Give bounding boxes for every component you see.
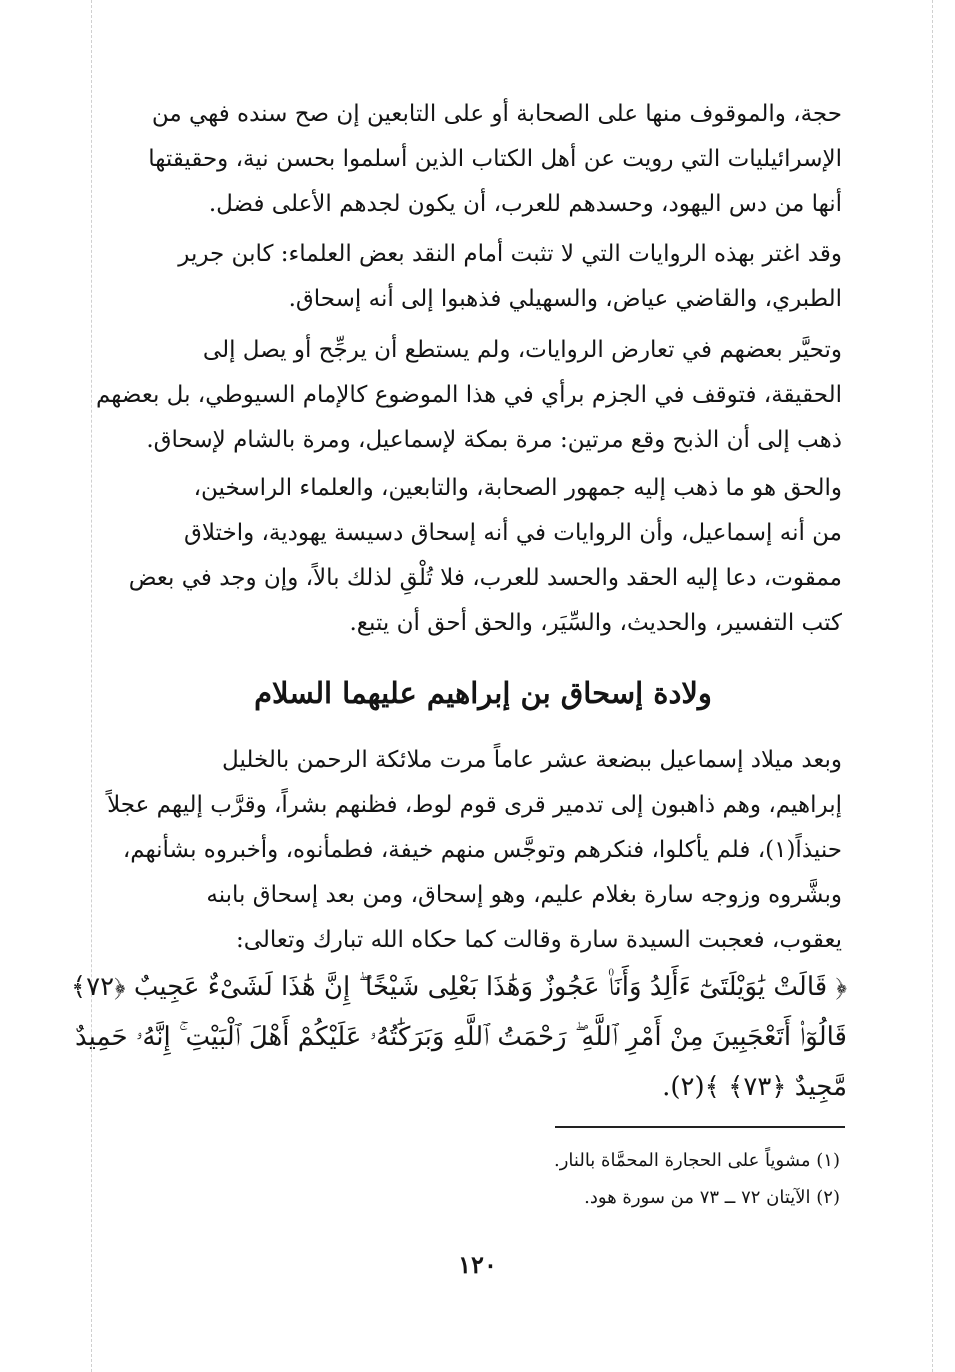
footnote-separator [555, 1126, 845, 1128]
text-line: أنها من دس اليهود، وحسدهم للعرب، أن يكون لجدهم الأعلى فضل. [208, 191, 842, 217]
text-line: ممقوت، دعا إليه الحقد والحسد للعرب، فلا تُلْقِ لذلك بالاً، وإن وجد في بعض [128, 565, 842, 591]
paragraph-4 [124, 466, 842, 646]
text-line: وبعد ميلاد إسماعيل ببضعة عشر عاماً مرت ملائكة الرحمن بالخليل [222, 747, 842, 773]
paragraph-3 [96, 328, 842, 463]
paragraph-5 [107, 738, 842, 963]
scan-margin-line-right [932, 0, 933, 1372]
text-line: وبشَّروه وزوجه سارة بغلام عليم، وهو إسحاق، ومن بعد إسحاق بابنه [206, 882, 842, 908]
paragraph-2 [124, 232, 842, 322]
footnotes [400, 1142, 840, 1216]
footnote: (٢) الآيتان ٧٢ ــ ٧٣ من سورة هود. [584, 1187, 840, 1208]
text-line: وقد اغتر بهذه الروايات التي لا تثبت أمام النقد بعض العلماء: كابن جرير [178, 241, 842, 267]
text-line: من أنه إسماعيل، وأن الروايات في أنه إسحاق دسيسة يهودية، واختلاق [183, 520, 842, 546]
footnote: (١) مشوياً على الحجارة المحمَّاة بالنار. [554, 1150, 840, 1171]
text-line: كتب التفسير، والحديث، والسِّيَر، والحق أحق أن يتبع. [349, 610, 842, 636]
text-line: والحق هو ما ذهب إليه جمهور الصحابة، والتابعين، والعلماء الراسخين، [193, 475, 842, 501]
text-line: حنيذاً(١)، فلم يأكلوا، فنكرهم وتوجَّس منهم خيفة، فطمأنوه، وأخبروه بشأنهم، [122, 837, 842, 863]
quran-line: مَّجِيدٌ ﴿٧٣﴾ ﴾(٢). [662, 1072, 847, 1102]
text-line: ذهب إلى أن الذبح وقع مرتين: مرة بمكة لإسماعيل، ومرة بالشام لإسحاق. [146, 427, 842, 453]
quran-verse-block [70, 962, 847, 1112]
text-line: إبراهيم، وهم ذاهبون إلى تدمير قرى قوم لوط، فظنهم بشراً، وقرَّب إليهم عجلاً [107, 792, 842, 818]
text-line: حجة، والموقوف منها على الصحابة أو على التابعين إن صح سنده فهي من [151, 101, 842, 127]
scan-margin-line-left [91, 0, 92, 1372]
text-line: يعقوب، فعجبت السيدة سارة وقالت كما حكاه الله تبارك وتعالى: [236, 927, 842, 953]
quran-line: قَالُوٓا۟ أَتَعْجَبِينَ مِنْ أَمْرِ ٱللَّهِ ۖ رَحْمَتُ ٱللَّهِ وَبَرَكَٰتُهُۥ عَلَيْكُمْ أَهْلَ ٱلْبَيْتِ ۚ إِنَّهُۥ حَمِيدٌ [74, 1022, 847, 1052]
section-heading: ولادة إسحاق بن إبراهيم عليهما السلام [254, 676, 712, 710]
text-line: الحقيقة، فتوقف في الجزم برأي في هذا الموضوع كالإمام السيوطي، بل بعضهم [96, 382, 842, 408]
text-line: وتحيَّر بعضهم في تعارض الروايات، ولم يستطع أن يرجِّح أو يصل إلى [202, 337, 842, 363]
page-number: ١٢٠ [458, 1250, 497, 1279]
text-line: الطبري، والقاضي عياض، والسهيلي فذهبوا إلى أنه إسحاق. [288, 286, 842, 312]
text-line: الإسرائيليات التي رويت عن أهل الكتاب الذين أسلموا بحسن نية، وحقيقتها [148, 146, 842, 172]
paragraph-1 [124, 92, 842, 227]
quran-line: ﴿ قَالَتْ يَٰوَيْلَتَىٰٓ ءَأَلِدُ وَأَنَا۠ عَجُوزٌ وَهَٰذَا بَعْلِى شَيْخًا ۖ إِنَّ هَٰذَا لَشَىْءٌ عَجِيبٌ ﴿٧٢﴾ [70, 972, 847, 1002]
